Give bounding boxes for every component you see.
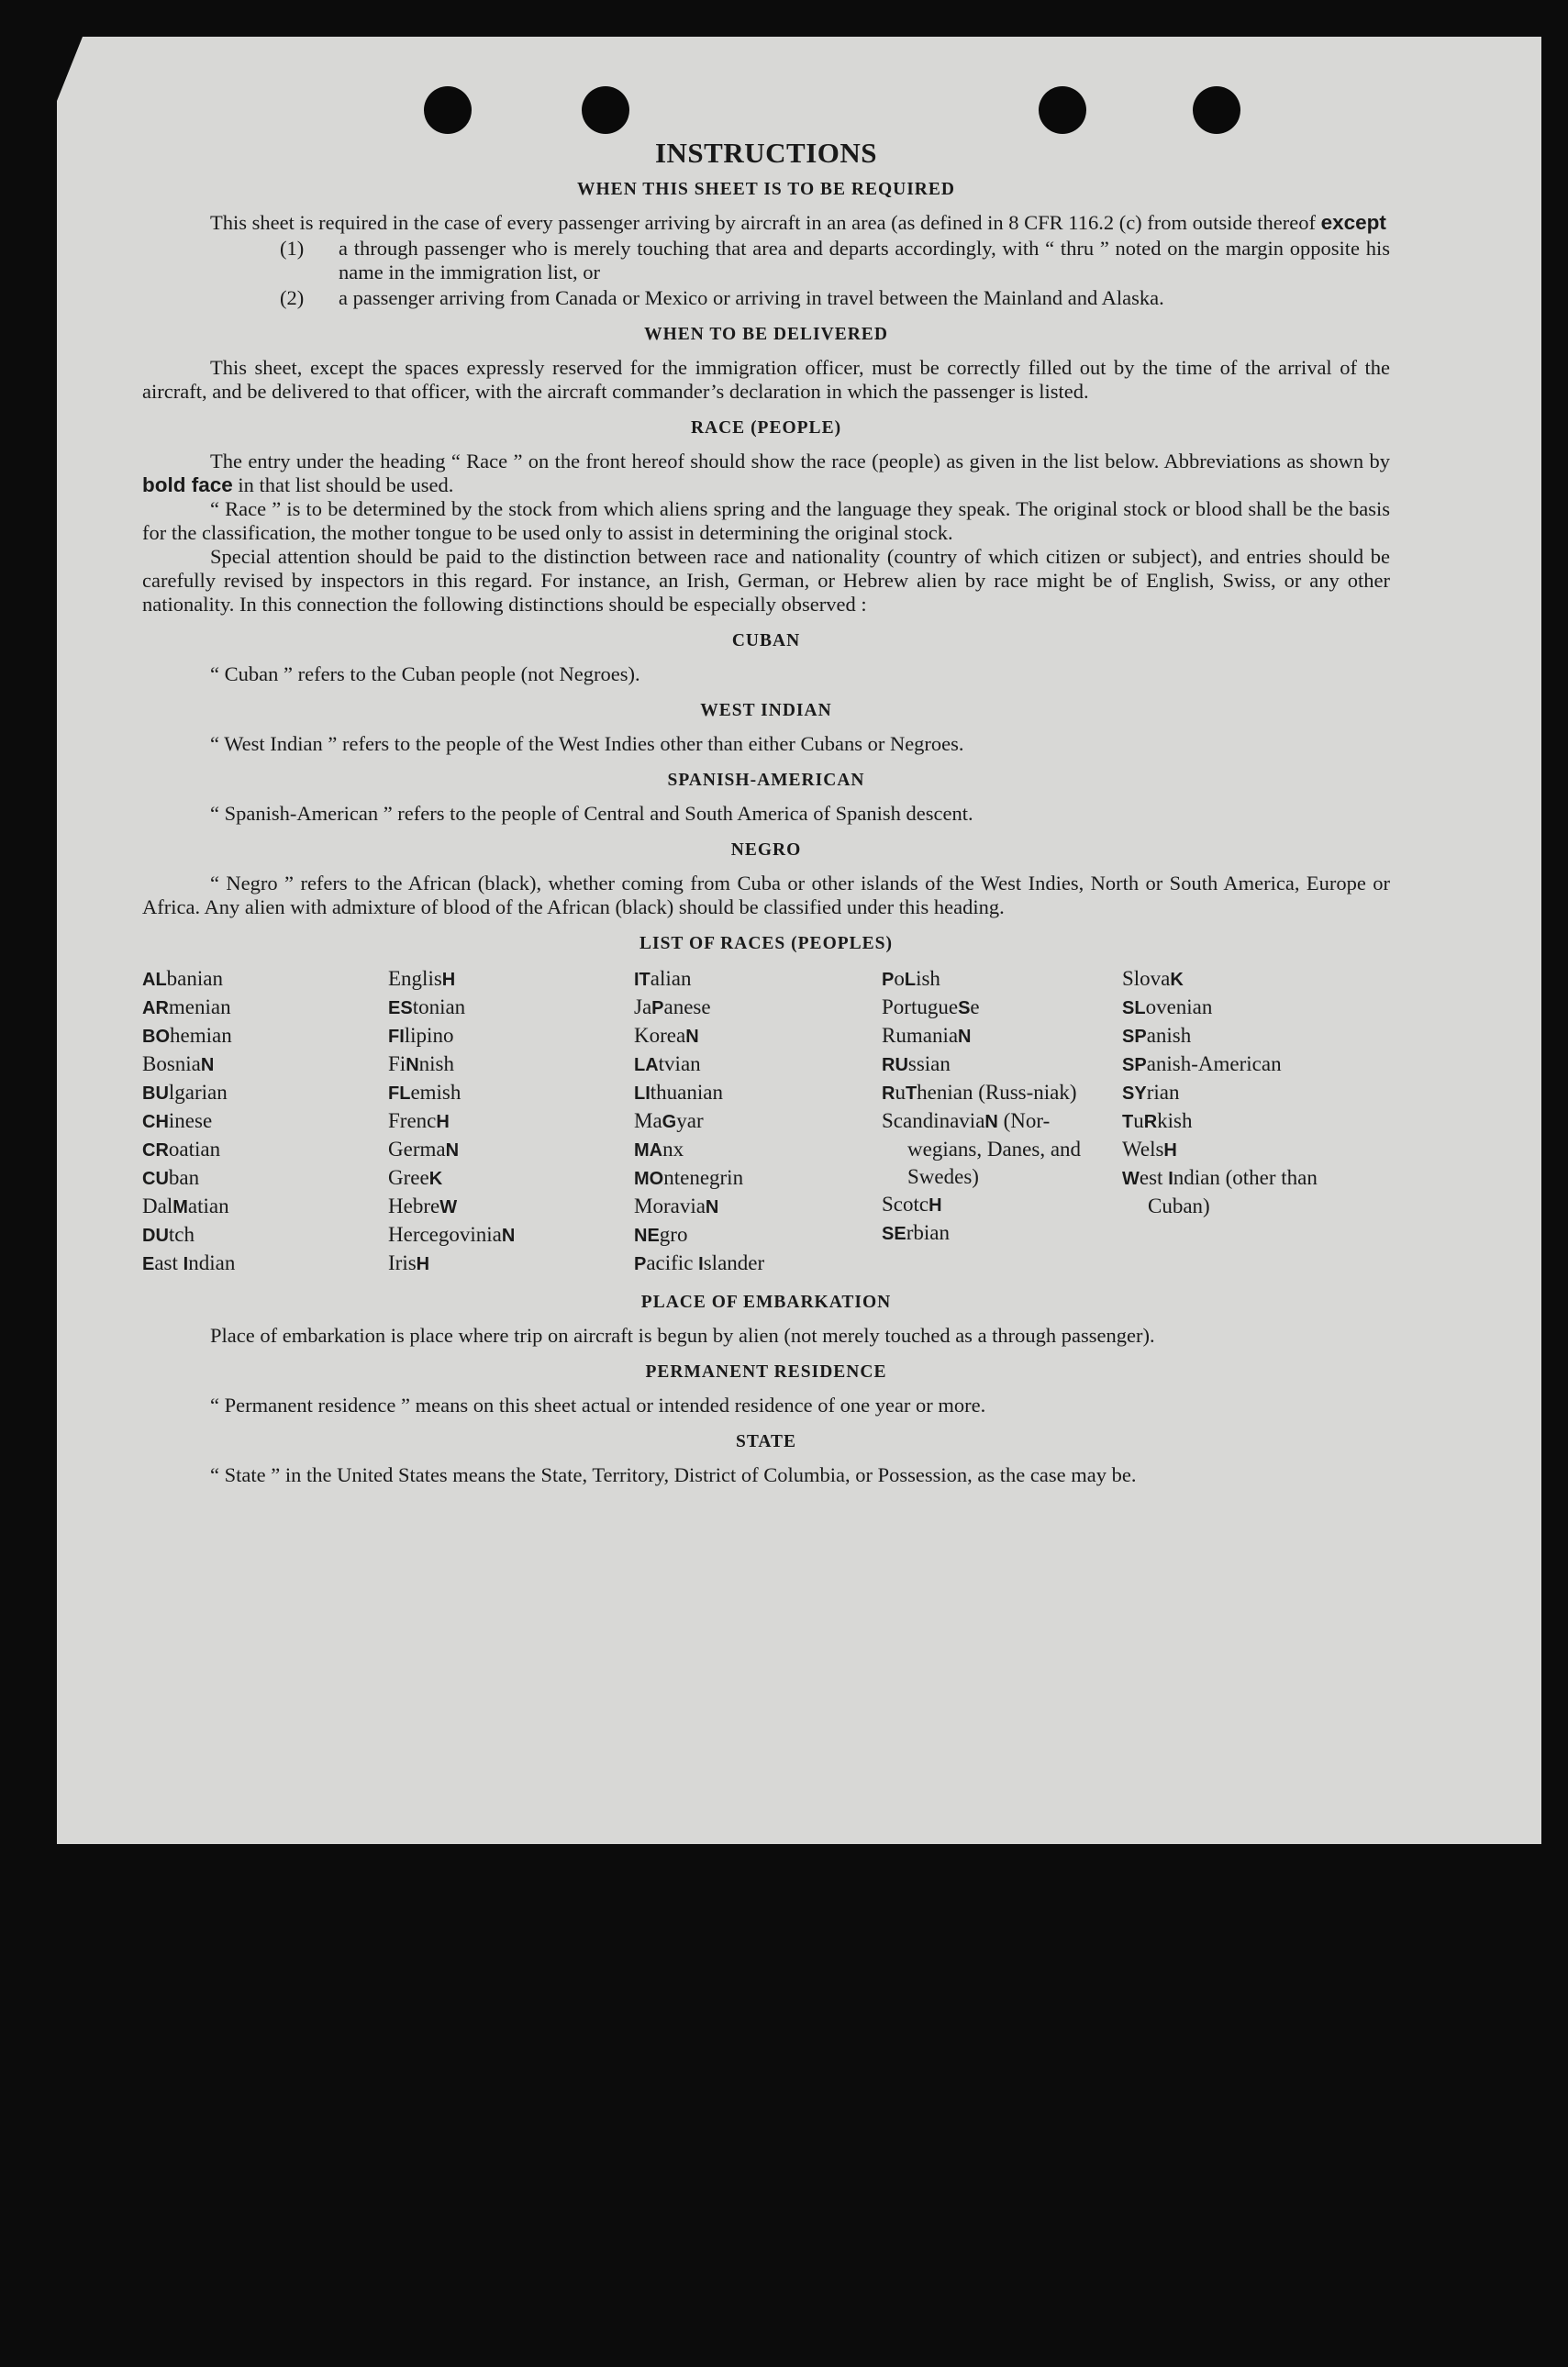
race-text: ndian (other than Cuban) xyxy=(1148,1166,1318,1217)
race-entry xyxy=(634,1022,882,1050)
race-text: acific xyxy=(646,1251,699,1274)
race-text: Korea xyxy=(634,1024,686,1047)
race-text: yar xyxy=(676,1109,704,1132)
race-text: lipino xyxy=(404,1024,454,1047)
race-entry xyxy=(634,1136,882,1164)
race-text: kish xyxy=(1157,1109,1193,1132)
race-abbrev: CU xyxy=(142,1169,169,1189)
race-text: Englis xyxy=(388,967,442,990)
race-entry xyxy=(882,1022,1122,1050)
race-text: rbian xyxy=(906,1221,950,1244)
race-text: rian xyxy=(1146,1081,1180,1104)
race-abbrev: CR xyxy=(142,1140,169,1161)
race-abbrev: W xyxy=(1122,1169,1140,1189)
race-abbrev: N xyxy=(406,1055,419,1075)
race-entry xyxy=(634,1079,882,1107)
race-abbrev: R xyxy=(1143,1112,1158,1132)
race-abbrev: LI xyxy=(634,1083,651,1104)
item-number: (2) xyxy=(280,286,305,309)
race-text: ovenian xyxy=(1145,995,1213,1018)
race-entry xyxy=(142,1250,388,1278)
section-heading-cuban: CUBAN xyxy=(731,631,801,650)
race-entry xyxy=(388,1050,634,1079)
race-text: ast xyxy=(154,1251,183,1274)
race-entry xyxy=(388,1079,634,1107)
race-text: Hercegovinia xyxy=(388,1223,502,1246)
race-text: gro xyxy=(659,1223,688,1246)
races-list xyxy=(142,965,1390,1278)
race-entry xyxy=(142,965,388,994)
race-entry xyxy=(634,994,882,1022)
race-text: Scandinavia xyxy=(882,1109,985,1132)
race-text: Bosnia xyxy=(142,1052,201,1075)
race-text: Scotc xyxy=(882,1193,929,1216)
race-entry xyxy=(1122,1050,1368,1079)
race-text: u xyxy=(895,1081,906,1104)
race-abbrev: N xyxy=(200,1055,215,1075)
race-abbrev: H xyxy=(929,1195,942,1216)
race-entry xyxy=(388,1136,634,1164)
race-abbrev: K xyxy=(1170,970,1184,990)
race-text: Hebre xyxy=(388,1195,440,1217)
race-text: slander xyxy=(703,1251,765,1274)
spanish-american-text: “ Spanish-American ” refers to the people of Central and South America of Spanish descent. xyxy=(210,802,973,825)
section-heading-when-delivered: WHEN TO BE DELIVERED xyxy=(644,325,888,344)
race-text: anese xyxy=(663,995,711,1018)
race-entry xyxy=(388,1221,634,1250)
race-entry xyxy=(142,1136,388,1164)
race-abbrev: P xyxy=(634,1254,647,1274)
race-abbrev: BO xyxy=(142,1027,170,1047)
race-abbrev: P xyxy=(882,970,895,990)
race-text: oatian xyxy=(168,1138,221,1161)
race-entry xyxy=(388,994,634,1022)
race-entry xyxy=(1122,1079,1368,1107)
race-abbrev: DU xyxy=(142,1226,169,1246)
race-abbrev: AL xyxy=(142,970,167,990)
race-abbrev: NE xyxy=(634,1226,660,1246)
race-abbrev: P xyxy=(651,998,664,1018)
race-text: est xyxy=(1139,1166,1169,1189)
race-text: Frenc xyxy=(388,1109,437,1132)
race-entry xyxy=(634,1250,882,1278)
race-text: anish-American xyxy=(1146,1052,1282,1075)
race-abbrev: BU xyxy=(142,1083,169,1104)
race-text: emish xyxy=(410,1081,462,1104)
race-abbrev: I xyxy=(183,1254,189,1274)
residence-text: “ Permanent residence ” means on this sheet actual or intended residence of one year or more. xyxy=(210,1394,986,1417)
page-title: INSTRUCTIONS xyxy=(654,137,877,169)
state-text: “ State ” in the United States means the State, Territory, District of Columbia, or Possession, as the case may be. xyxy=(210,1463,1137,1486)
race-text: menian xyxy=(168,995,231,1018)
race-text: ban xyxy=(168,1166,200,1189)
race-text: lgarian xyxy=(168,1081,228,1104)
race-entry xyxy=(142,1079,388,1107)
list-item xyxy=(280,237,1390,284)
race-entry xyxy=(142,1164,388,1193)
race-text: u xyxy=(1133,1109,1144,1132)
race-text: Rumania xyxy=(882,1024,959,1047)
race-entry xyxy=(1122,994,1368,1022)
race-entry xyxy=(882,1107,1122,1191)
item-number: (1) xyxy=(280,237,305,260)
race-abbrev: AR xyxy=(142,998,169,1018)
race-text: ish xyxy=(916,967,940,990)
race-abbrev: T xyxy=(1122,1112,1134,1132)
race-text: o xyxy=(894,967,905,990)
race-entry xyxy=(1122,1107,1368,1136)
race-abbrev: MA xyxy=(634,1140,663,1161)
race-entry xyxy=(634,1193,882,1221)
race-entry xyxy=(142,1193,388,1221)
race-abbrev: H xyxy=(441,970,456,990)
section-heading-embarkation: PLACE OF EMBARKATION xyxy=(640,1293,892,1312)
race-text: Ma xyxy=(634,1109,662,1132)
race-abbrev: W xyxy=(439,1197,458,1217)
race-column xyxy=(142,965,388,1278)
race-text: ndian xyxy=(188,1251,236,1274)
race-abbrev: H xyxy=(436,1112,450,1132)
section-heading-negro: NEGRO xyxy=(730,840,802,860)
race-abbrev: MO xyxy=(634,1169,664,1189)
embarkation-text: Place of embarkation is place where trip on aircraft is begun by alien (not merely touched as a through passenger). xyxy=(210,1324,1155,1347)
race-text: Moravia xyxy=(634,1195,706,1217)
race-abbrev: IT xyxy=(634,970,651,990)
race-abbrev: RU xyxy=(882,1055,908,1075)
section-heading-races-list: LIST OF RACES (PEOPLES) xyxy=(639,934,893,953)
race-abbrev: SY xyxy=(1122,1083,1147,1104)
race-entry xyxy=(634,1164,882,1193)
race-abbrev: SE xyxy=(882,1224,906,1244)
race-abbrev: SP xyxy=(1122,1027,1147,1047)
race-entry xyxy=(388,1022,634,1050)
race-text: Fi xyxy=(388,1052,406,1075)
race-column xyxy=(388,965,634,1278)
race-text: thuanian xyxy=(650,1081,723,1104)
race-abbrev: N xyxy=(705,1197,719,1217)
race-text: ntenegrin xyxy=(663,1166,744,1189)
race-text: inese xyxy=(168,1109,213,1132)
race-entry xyxy=(388,1107,634,1136)
race-entry xyxy=(142,994,388,1022)
race-entry xyxy=(1122,1164,1368,1220)
race-abbrev: CH xyxy=(142,1112,169,1132)
race-text: Germa xyxy=(388,1138,446,1161)
race-column xyxy=(882,965,1122,1278)
race-abbrev: L xyxy=(904,970,917,990)
section-heading-state: STATE xyxy=(735,1432,797,1451)
race-abbrev: FL xyxy=(388,1083,411,1104)
race-abbrev: N xyxy=(445,1140,460,1161)
race-text: anish xyxy=(1146,1024,1192,1047)
race-entry xyxy=(388,1164,634,1193)
item-text: a through passenger who is merely touching that area and departs accordingly, with “ thru ” noted on the margin opposite his name in the immigration list, or xyxy=(339,237,1390,283)
bold-face-text: bold face xyxy=(142,473,233,496)
race-abbrev: N xyxy=(685,1027,699,1047)
race-text: Ja xyxy=(634,995,652,1018)
race-text: banian xyxy=(166,967,223,990)
except-bold: except xyxy=(1320,211,1386,234)
race-abbrev: LA xyxy=(634,1055,659,1075)
race-paragraph-3: Special attention should be paid to the distinction between race and nationality (country of which citizen or subject), and entries should be carefully revised by inspectors in this regard. For instance, an Irish, German, or Hebrew alien by race might be of English, Swiss, or any other nationality. In this connection the following distinctions should be especially observed : xyxy=(142,545,1390,616)
section-heading-residence: PERMANENT RESIDENCE xyxy=(645,1362,887,1382)
item-text: a passenger arriving from Canada or Mexico or arriving in travel between the Mainland and Alaska. xyxy=(339,286,1164,309)
race-abbrev: R xyxy=(882,1083,895,1104)
list-item xyxy=(280,286,1390,310)
race-entry xyxy=(882,1050,1122,1079)
section-heading-race: RACE (PEOPLE) xyxy=(690,418,842,438)
negro-text: “ Negro ” refers to the African (black), whether coming from Cuba or other islands of the West Indies, North or South America, Europe or Africa. Any alien with admixture of blood of the African (black) should be classified under this heading. xyxy=(142,872,1390,918)
race-abbrev: I xyxy=(698,1254,704,1274)
when-required-intro: This sheet is required in the case of every passenger arriving by aircraft in an area (as defined in 8 CFR 116.2 (c) from outside thereof except xyxy=(210,211,1386,234)
race-text: Dal xyxy=(142,1195,173,1217)
race-entry xyxy=(882,1191,1122,1219)
race-abbrev: N xyxy=(984,1112,998,1132)
race-text: ssian xyxy=(907,1052,951,1075)
race-entry xyxy=(1122,965,1368,994)
race-abbrev: H xyxy=(416,1254,430,1274)
race-entry xyxy=(388,965,634,994)
race-text: nish xyxy=(418,1052,454,1075)
section-heading-when-required: WHEN THIS SHEET IS TO BE REQUIRED xyxy=(577,180,955,199)
race-abbrev: SL xyxy=(1122,998,1146,1018)
race-text: alian xyxy=(650,967,692,990)
race-text: nx xyxy=(662,1138,684,1161)
race-entry xyxy=(1122,1136,1368,1164)
race-abbrev: H xyxy=(1163,1140,1177,1161)
race-entry xyxy=(634,1050,882,1079)
race-text: (Nor-wegians, Danes, and Swedes) xyxy=(907,1109,1082,1188)
race-abbrev: ES xyxy=(388,998,413,1018)
race-entry xyxy=(142,1221,388,1250)
race-entry xyxy=(142,1022,388,1050)
race-text: hemian xyxy=(170,1024,232,1047)
section-heading-spanish-american: SPANISH-AMERICAN xyxy=(667,771,865,790)
race-abbrev: S xyxy=(958,998,971,1018)
race-entry xyxy=(1122,1022,1368,1050)
race-text: atian xyxy=(187,1195,229,1217)
race-entry xyxy=(882,965,1122,994)
race-text: Portugue xyxy=(882,995,959,1018)
race-column xyxy=(634,965,882,1278)
race-text: tonian xyxy=(412,995,466,1018)
race-abbrev: FI xyxy=(388,1027,405,1047)
race-abbrev: K xyxy=(428,1169,443,1189)
race-text: henian (Russ-niak) xyxy=(917,1081,1077,1104)
race-abbrev: SP xyxy=(1122,1055,1147,1075)
race-entry xyxy=(882,994,1122,1022)
race-paragraph-1: The entry under the heading “ Race ” on the front hereof should show the race (people) as given in the list below. Abbreviations as shown by bold face in that list should be used. xyxy=(142,450,1390,496)
race-entry xyxy=(634,1107,882,1136)
race-entry xyxy=(388,1193,634,1221)
race-text: Slova xyxy=(1122,967,1171,990)
race-text: Gree xyxy=(388,1166,429,1189)
race-paragraph-2: “ Race ” is to be determined by the stock from which aliens spring and the language they speak. The original stock or blood shall be the basis for the classification, the mother tongue to be used only to assist in determining the original stock. xyxy=(142,497,1390,544)
cuban-text: “ Cuban ” refers to the Cuban people (not Negroes). xyxy=(210,662,640,685)
race-entry xyxy=(882,1079,1122,1107)
race-column xyxy=(1122,965,1368,1278)
race-entry xyxy=(388,1250,634,1278)
race-abbrev: N xyxy=(501,1226,516,1246)
race-entry xyxy=(634,965,882,994)
race-abbrev: N xyxy=(958,1027,972,1047)
west-indian-text: “ West Indian ” refers to the people of the West Indies other than either Cubans or Negroes. xyxy=(210,732,964,755)
instructions-content xyxy=(142,99,1390,1487)
race-text: e xyxy=(970,995,980,1018)
race-entry xyxy=(142,1050,388,1079)
section-heading-west-indian: WEST INDIAN xyxy=(700,701,832,720)
race-abbrev: G xyxy=(662,1112,677,1132)
race-text: Wels xyxy=(1122,1138,1164,1161)
race-entry xyxy=(634,1221,882,1250)
race-text: Iris xyxy=(388,1251,417,1274)
race-entry xyxy=(142,1107,388,1136)
race-text: tvian xyxy=(658,1052,701,1075)
race-text: tch xyxy=(168,1223,195,1246)
race-abbrev: T xyxy=(905,1083,917,1104)
race-abbrev: E xyxy=(142,1254,155,1274)
race-abbrev: M xyxy=(172,1197,188,1217)
when-delivered-text: This sheet, except the spaces expressly reserved for the immigration officer, must be correctly filled out by the time of the arrival of the aircraft, and be delivered to that officer, with the aircraft commander’s declaration in which the passenger is listed. xyxy=(142,356,1390,403)
race-abbrev: I xyxy=(1168,1169,1173,1189)
race-entry xyxy=(882,1219,1122,1248)
